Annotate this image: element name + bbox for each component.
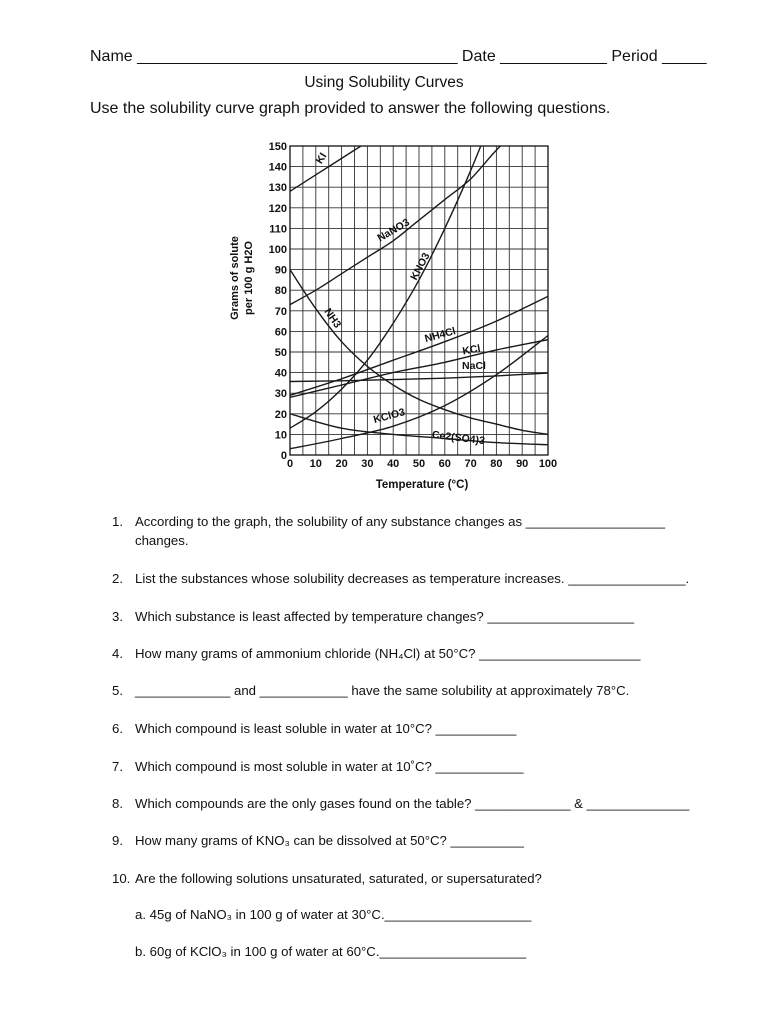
- question-text: How many grams of ammonium chloride (NH₄Cl) at 50°C? ______________________: [135, 646, 641, 661]
- question-number: 9.: [112, 833, 123, 848]
- y-tick-label: 10: [274, 429, 287, 442]
- question-text: Which compound is least soluble in water at 10°C? ___________: [135, 721, 517, 736]
- question-number: 4.: [112, 646, 123, 661]
- question-text: List the substances whose solubility decreases as temperature increases. ________________.: [135, 571, 690, 586]
- solubility-chart: [0, 0, 768, 500]
- x-tick-label: 40: [387, 458, 400, 470]
- x-tick-label: 70: [464, 458, 477, 470]
- question-text: Which substance is least affected by temperature changes? ____________________: [135, 609, 635, 624]
- question-text: Are the following solutions unsaturated, saturated, or supersaturated?: [135, 871, 542, 886]
- x-tick-label: 50: [412, 458, 426, 470]
- series-label: KClO3: [372, 406, 407, 427]
- question-number: 8.: [112, 796, 123, 811]
- series-label: NH4Cl: [423, 325, 457, 345]
- x-tick-label: 0: [286, 458, 294, 470]
- y-tick-label: 50: [274, 347, 287, 359]
- y-tick-label: 40: [274, 367, 287, 380]
- question-text: How many grams of KNO₃ can be dissolved at 50°C? __________: [135, 833, 524, 848]
- y-axis-label: per 100 g H2O: [243, 241, 255, 315]
- y-tick-label: 100: [268, 244, 287, 256]
- y-tick-label: 20: [274, 408, 287, 421]
- name-date-period-line: Name ____________________________________ Date ____________ Period _____: [90, 48, 707, 65]
- subquestion-a: a. 45g of NaNO₃ in 100 g of water at 30°C.____________________: [135, 907, 532, 922]
- x-tick-label: 20: [335, 458, 348, 470]
- series-label: Ce2(SO4)3: [431, 428, 486, 448]
- series-label: KI: [313, 150, 330, 167]
- series-label: NaCl: [462, 360, 486, 372]
- question-number: 7.: [112, 759, 123, 774]
- series-label: KNO3: [408, 250, 433, 283]
- y-tick-label: 60: [274, 326, 287, 339]
- question-number: 1.: [112, 514, 123, 529]
- x-tick-label: 30: [361, 458, 374, 470]
- instructions: Use the solubility curve graph provided to answer the following questions.: [90, 100, 611, 117]
- question-number: 2.: [112, 571, 123, 586]
- y-tick-label: 70: [274, 305, 287, 318]
- question-number: 6.: [112, 721, 123, 736]
- y-tick-label: 120: [268, 202, 287, 215]
- question-text: Which compounds are the only gases found on the table? _____________ & ______________: [135, 796, 690, 811]
- y-tick-label: 140: [268, 161, 287, 174]
- y-tick-label: 90: [274, 264, 287, 277]
- question-number: 10.: [112, 871, 131, 886]
- question-number: 3.: [112, 609, 123, 624]
- y-tick-label: 130: [268, 182, 287, 195]
- subquestion-b: b. 60g of KClO₃ in 100 g of water at 60°C.____________________: [135, 944, 527, 959]
- x-tick-label: 10: [309, 458, 322, 470]
- question-text: _____________ and ____________ have the same solubility at approximately 78°C.: [135, 683, 630, 698]
- y-tick-label: 30: [274, 388, 287, 401]
- y-axis-label: Grams of solute: [229, 236, 241, 320]
- x-tick-label: 60: [438, 458, 451, 470]
- series-label: NaNO3: [375, 216, 412, 245]
- series-label: NH3: [321, 306, 344, 331]
- y-tick-label: 150: [268, 141, 287, 153]
- page-title: Using Solubility Curves: [304, 74, 464, 91]
- x-tick-label: 90: [516, 458, 529, 470]
- x-tick-label: 100: [538, 458, 558, 470]
- x-axis-label: Temperature (°C): [375, 479, 469, 491]
- question-text: According to the graph, the solubility of any substance changes as ___________________ changes.: [135, 514, 666, 548]
- series-label: KCl: [461, 342, 482, 358]
- question-number: 5.: [112, 683, 123, 698]
- y-tick-label: 0: [280, 450, 287, 462]
- y-tick-label: 80: [274, 285, 287, 298]
- y-tick-label: 110: [269, 223, 287, 236]
- x-tick-label: 80: [490, 458, 503, 470]
- question-text: Which compound is most soluble in water at 10˚C? ____________: [135, 759, 524, 774]
